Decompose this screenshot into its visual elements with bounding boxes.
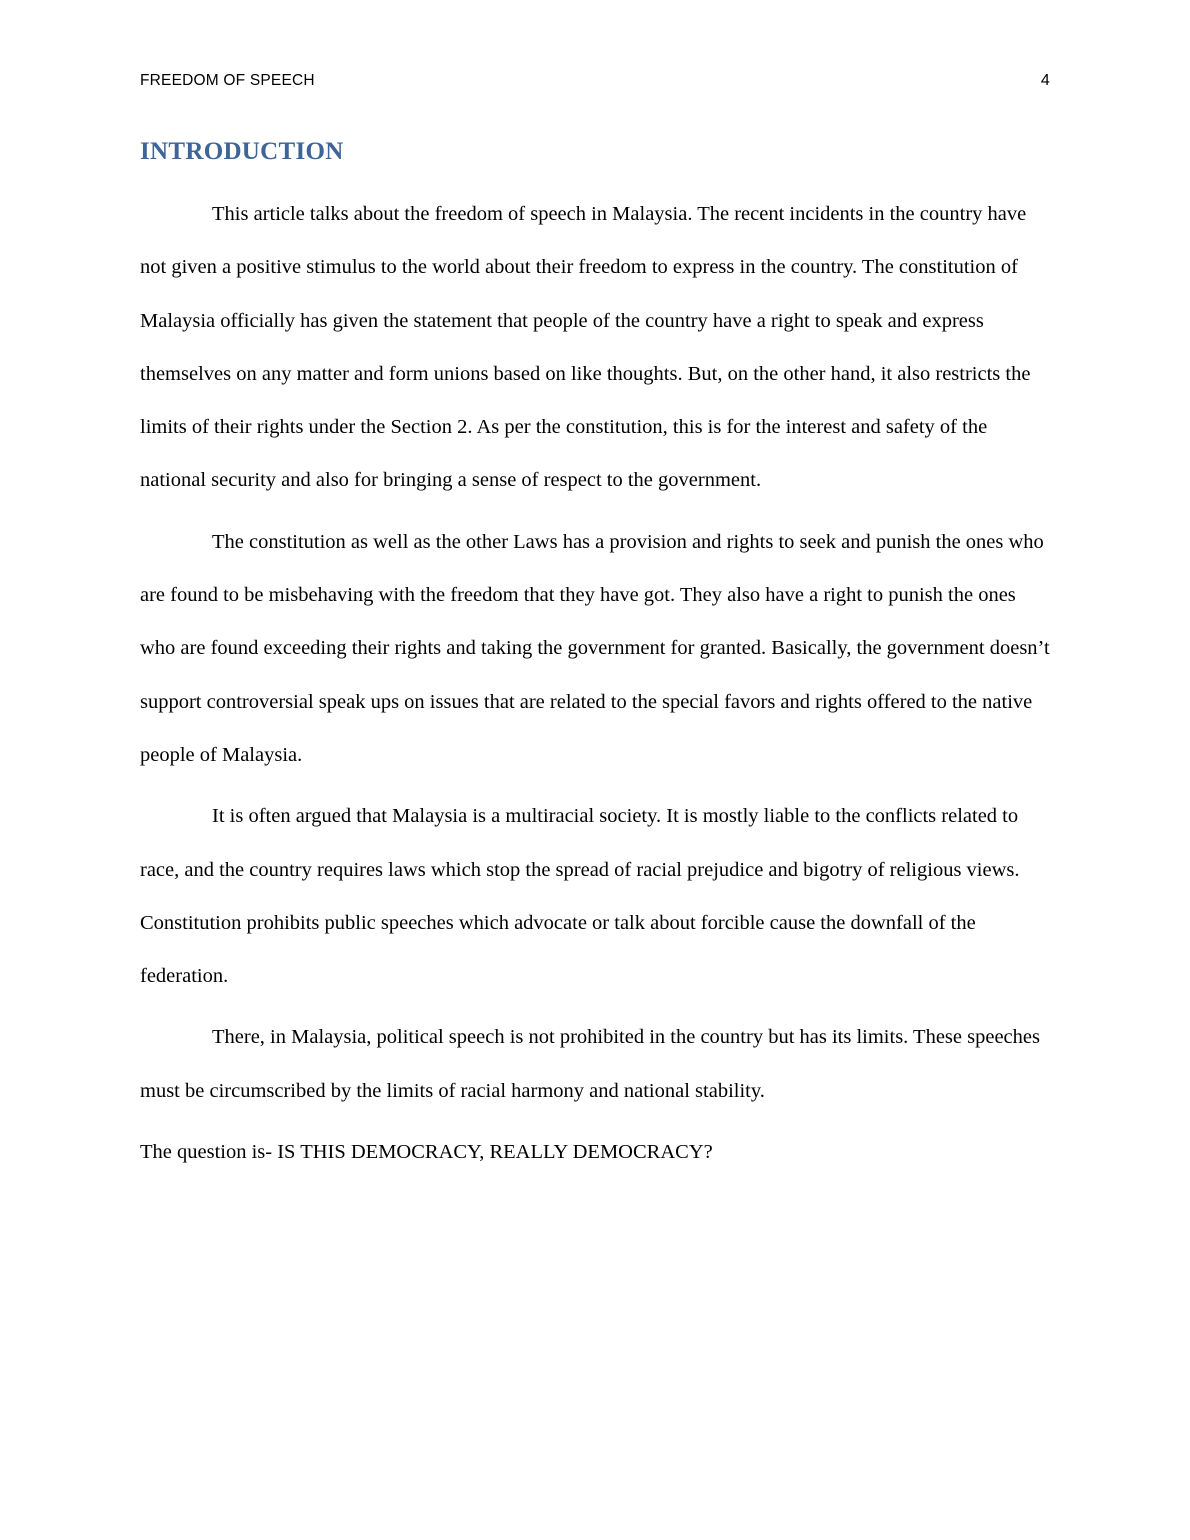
paragraph-3: It is often argued that Malaysia is a multiracial society. It is mostly liable to the conflicts related to race, and the country requires laws which stop the spread of racial prejudice and bigotry of religious views. Constitution prohibits public speeches which advocate or talk about forcible cause the downfall of the federation. [140, 805, 1020, 988]
paragraph-5: The question is- IS THIS DEMOCRACY, REALLY DEMOCRACY? [140, 1141, 713, 1164]
paragraph-2: The constitution as well as the other Laws has a provision and rights to seek and punish the ones who are found to be misbehaving with the freedom that they have got. They also have a right to punish the ones who are found exceeding their rights and taking the government for granted. Basically, the government doesn’t support controversial speak ups on issues that are related to the special favors and rights offered to the native people of Malaysia. [140, 530, 1050, 766]
running-head-title: FREEDOM OF SPEECH [140, 72, 315, 89]
page-number: 4 [1040, 72, 1050, 89]
page-header [140, 72, 1050, 90]
paragraph-4: There, in Malaysia, political speech is not prohibited in the country but has its limits. These speeches must be circumscribed by the limits of racial harmony and national stability. [140, 1026, 1040, 1102]
paragraph-1: This article talks about the freedom of speech in Malaysia. The recent incidents in the country have not given a positive stimulus to the world about their freedom to express in the country. The constitution of Malaysia officially has given the statement that people of the country have a right to speak and express themselves on any matter and form unions based on like thoughts. But, on the other hand, it also restricts the limits of their rights under the Section 2. As per the constitution, this is for the interest and safety of the national security and also for bringing a sense of respect to the government. [140, 203, 1031, 492]
page-title: INTRODUCTION [140, 138, 344, 165]
